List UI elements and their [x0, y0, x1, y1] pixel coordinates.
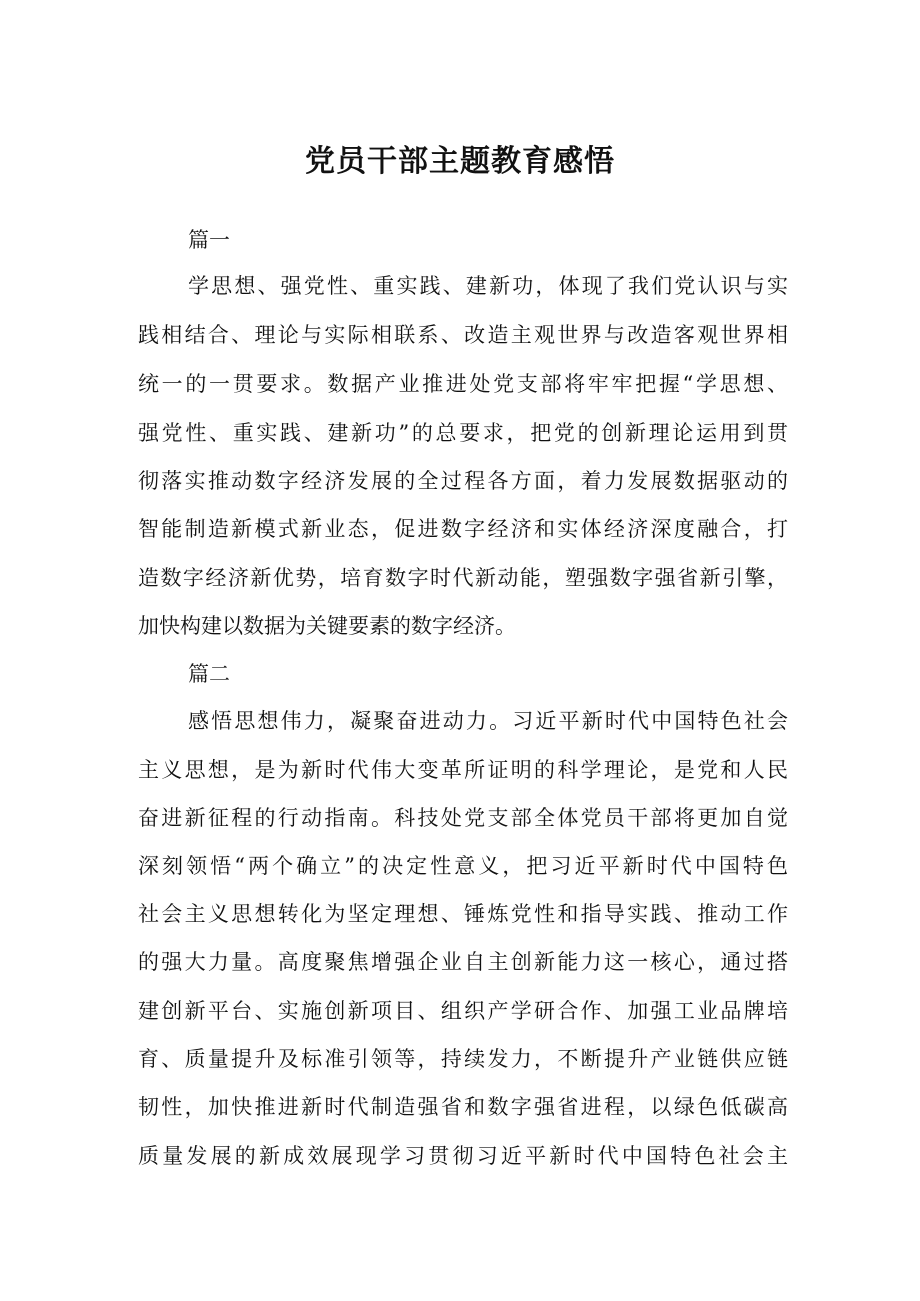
paragraph-line: 学思想、强党性、重实践、建新功，体现了我们党认识与实 [188, 274, 788, 298]
paragraph-line: 践相结合、理论与实际相联系、改造主观世界与改造客观世界相 [138, 323, 788, 347]
paragraph-line: 质量发展的新成效展现学习贯彻习近平新时代中国特色社会主 [138, 1144, 788, 1168]
paragraph-line: 建创新平台、实施创新项目、组织产学研合作、加强工业品牌培 [138, 999, 788, 1023]
paragraph-line: 深刻领悟“两个确立”的决定性意义，把习近平新时代中国特色 [138, 854, 788, 878]
paragraph-line: 智能制造新模式新业态，促进数字经济和实体经济深度融合，打 [138, 517, 788, 541]
paragraph-line: 加快构建以数据为关键要素的数字经济。 [138, 614, 516, 638]
paragraph-line: 奋进新征程的行动指南。科技处党支部全体党员干部将更加自觉 [138, 806, 788, 830]
document-title: 党员干部主题教育感悟 [305, 144, 615, 179]
paragraph-line: 韧性，加快推进新时代制造强省和数字强省进程，以绿色低碳高 [138, 1095, 788, 1119]
paragraph-line: 感悟思想伟力，凝聚奋进动力。习近平新时代中国特色社会 [188, 709, 788, 733]
paragraph-line: 造数字经济新优势，培育数字时代新动能，塑强数字强省新引擎， [138, 566, 788, 590]
paragraph-line: 社会主义思想转化为坚定理想、锤炼党性和指导实践、推动工作 [138, 902, 788, 926]
paragraph-line: 的强大力量。高度聚焦增强企业自主创新能力这一核心，通过搭 [138, 950, 788, 974]
paragraph-line: 强党性、重实践、建新功”的总要求，把党的创新理论运用到贯 [138, 421, 788, 445]
section-label-1: 篇一 [188, 228, 230, 252]
paragraph-line: 彻落实推动数字经济发展的全过程各方面，着力发展数据驱动的 [138, 469, 788, 493]
paragraph-line: 主义思想，是为新时代伟大变革所证明的科学理论，是党和人民 [138, 758, 788, 782]
paragraph-line: 统一的一贯要求。数据产业推进处党支部将牢牢把握“学思想、 [138, 372, 788, 396]
section-label-2: 篇二 [188, 662, 230, 686]
paragraph-line: 育、质量提升及标准引领等，持续发力，不断提升产业链供应链 [138, 1047, 788, 1071]
